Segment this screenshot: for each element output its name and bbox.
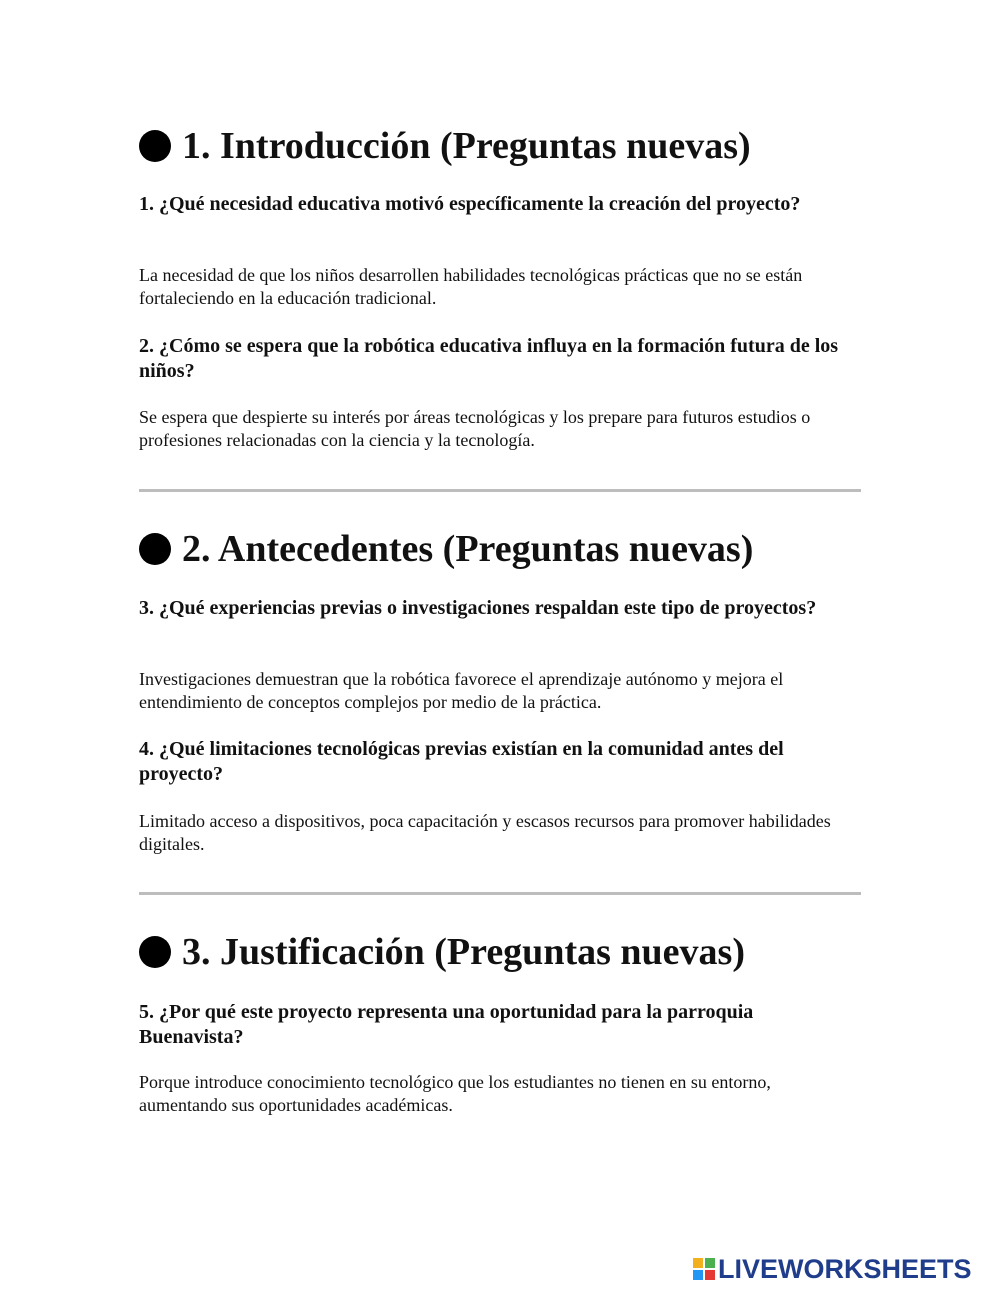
answer-3: Investigaciones demuestran que la robótica favorece el aprendizaje autónomo y mejora el entendimiento de conceptos complejos por medio de la práctica. (139, 669, 784, 712)
section-divider (139, 489, 861, 492)
liveworksheets-logo[interactable] (693, 1254, 972, 1284)
bullet-icon (139, 130, 171, 162)
bullet-icon (139, 533, 171, 565)
question-5: 5. ¿Por qué este proyecto representa una oportunidad para la parroquia Buenavista? (139, 1001, 754, 1048)
answer-2: Se espera que despierte su interés por áreas tecnológicas y los prepare para futuros estudios o profesiones relacionadas con la ciencia y la tecnología. (139, 407, 811, 450)
bullet-icon (139, 936, 171, 968)
section-2-title: 2. Antecedentes (Preguntas nuevas) (139, 527, 861, 571)
logo-grid-icon (693, 1258, 715, 1280)
answer-4: Limitado acceso a dispositivos, poca capacitación y escasos recursos para promover habilidades digitales. (139, 811, 831, 854)
answer-5: Porque introduce conocimiento tecnológico que los estudiantes no tienen en su entorno, aumentando sus oportunidades académicas. (139, 1072, 771, 1115)
question-1: 1. ¿Qué necesidad educativa motivó específicamente la creación del proyecto? (139, 193, 801, 215)
question-3: 3. ¿Qué experiencias previas o investigaciones respaldan este tipo de proyectos? (139, 597, 817, 619)
section-divider (139, 892, 861, 895)
question-4: 4. ¿Qué limitaciones tecnológicas previas existían en la comunidad antes del proyecto? (139, 738, 784, 785)
answer-1: La necesidad de que los niños desarrollen habilidades tecnológicas prácticas que no se están fortaleciendo en la educación tradicional. (139, 265, 803, 308)
section-1-title: 1. Introducción (Preguntas nuevas) (139, 124, 861, 168)
logo-text: LIVEWORKSHEETS (718, 1254, 972, 1284)
section-3-title: 3. Justificación (Preguntas nuevas) (139, 930, 861, 974)
question-2: 2. ¿Cómo se espera que la robótica educativa influya en la formación futura de los niños? (139, 335, 839, 382)
